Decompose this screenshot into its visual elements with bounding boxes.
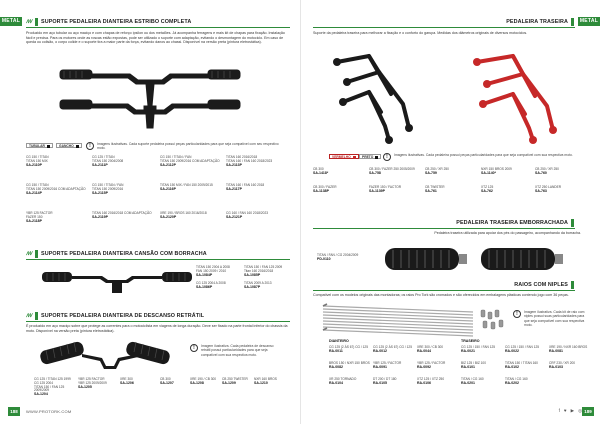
spec-model: XRE 300 [120,377,133,381]
spec-code: SA-1138P [313,188,329,193]
spec-item [160,184,224,192]
chip-gancho: GANCHO [56,143,82,148]
note-spokes: ! Imagem ilustrativa. Cada kit de raio com niples possui suas particularidades para que seja compatível com sua respectiva moto. [513,310,589,327]
spec-item [549,362,593,370]
spec-model: TITAN 160 2016/2018 [226,155,258,159]
spec-item [329,346,373,354]
spec-item [313,168,367,176]
spec-model: XRE 190 / NXR 160 BROS [549,345,588,349]
spec-model: FAN 150 2009 / 2010 [196,268,227,273]
spec-model: TITAN 150 / FAN 125 2009/2009 [34,384,65,393]
rubber-title: PEDALEIRA TRASEIRA EMBORRACHADA [456,219,568,226]
spec-code: RA-0103 [549,364,564,369]
chip-vermelho: VERMELHO [329,154,359,159]
spokes-col-header-front: DIANTEIRO [329,339,349,343]
right-page [300,0,600,424]
spec-model: CG 150 / TITAN [26,155,49,159]
spec-model: YBR 125 2009/2009 [78,380,107,385]
spec-model: Titan 160 2016/2018 [244,268,274,273]
spec-model: CG 125 2004 [34,380,53,385]
spec-code: SA-2120P [160,214,177,219]
spec-model: CB 300 [313,167,324,171]
spec-item [369,186,423,194]
spec-code: SA-1204 [34,392,48,397]
spec-model: CG 150 / TITAN / FAN [160,155,192,159]
section-title-1: SUPORTE PEDALEIRA DIANTEIRA ESTRIBO COMPLETA [41,18,192,25]
spec-code: SA-2112P [160,162,176,167]
spec-item [329,378,373,386]
page-number-right: 189 [582,407,594,416]
rubber-intro: Pedaleira traseira utilizada para apoiar dos pés do passageiro, acompanhando da borracha. [434,231,581,235]
section-tag-right: METAL [579,18,599,24]
spec-item [244,282,294,290]
section-description-1: Produzido em aço tubular ou aço maciço e com chapas de reforço ípsilon ou dos metalões. Já acompanha ferragens e mais kit de chapas para fixação. Instalação fácil e precisa. Para os motores onde as roscas estão expostas, pode ser utilizado o suporte com adaptação, evitando o desmontagem do motociclo. Em caso de queda ou colisão, o corpo colide e o suporte tira a maior parte da força, evitando danos ao chassi. Disponível na versão preta (pintura eletrostática). [26,31,285,45]
spec-model: CG 125 / 150 / FAN 125 [505,345,540,349]
spec-code: SA-2114P [26,190,42,195]
spec-item [92,212,156,220]
spec-item [535,186,589,194]
spec-code: SA-1084P [196,272,213,277]
website-url: WWW.PROTORK.COM [26,409,72,414]
spec-code: RA-0202 [505,380,520,385]
spec-code: SA-1208 [190,380,204,385]
spec-code: SA-2115P [92,190,108,195]
spec-code: RA-0101 [461,364,476,369]
section-tag-left: METAL [1,18,21,24]
page-number-left: 188 [8,407,20,416]
spec-item [120,378,160,386]
spec-item [317,254,377,262]
spec-model: BIZ 125 / BIZ 100 [461,361,486,365]
right-header [506,17,574,26]
spec-code: RA-0104 [329,380,344,385]
brand-mark: ꟿ [26,18,32,25]
spec-item [425,168,479,176]
info-icon: ! [190,344,198,352]
spec-model: CG 125 2004 A 2008 [196,281,226,285]
spec-model: TITAN 150 / FAN 125 2009 [244,265,283,269]
spec-model: XRE 190 / BROS 160 2016/2018 [160,211,207,215]
info-icon: ! [513,310,521,318]
spec-code: SA-2117P [226,186,242,191]
facebook-icon[interactable]: f [558,408,560,413]
chip-tubular: TUBULAR [26,143,53,148]
spec-code: SA-763 [535,188,547,193]
spec-model: CB 250 / XR 250 [425,167,449,171]
note-rear: ! Imagens ilustrativas. Cada pedaleira possui peças particularidades para que seja compatível com sua respectiva moto. [383,153,573,161]
spec-model: XR 250 TORNADO [329,377,357,381]
spec-item [196,282,240,290]
spec-item [373,362,417,370]
spec-item [505,346,549,354]
spec-code: RA-0012 [373,348,388,353]
spec-model: XTZ 125 / XTZ 250 [417,377,445,381]
spec-code: SA-2113P [226,162,242,167]
rear-bracket-black-image [329,42,429,146]
spec-code: SA-758 [369,170,381,175]
spec-model: XTZ 250 LANDER [535,185,562,189]
spec-code: RA-0021 [461,348,476,353]
spec-item [226,184,290,192]
spec-code: SA-1085P [244,272,261,277]
spec-item [417,362,461,370]
spec-model: TITAN 150 2009/2016 COM ADAPTAÇÃO [26,186,86,191]
spec-code: SA-1086P [196,284,213,289]
spec-code: RA-0091 [373,364,388,369]
spec-model: XRE 190 / CB 300 [190,377,217,381]
spec-code: SA-762 [481,188,493,193]
section-title-2: SUPORTE PEDALEIRA DIANTEIRA CANSÃO COM BORRACHA [41,250,207,257]
spec-item [481,186,535,194]
spec-code: SA-1087P [244,284,261,289]
spec-model: TITAN 160 2016/2018 COM ADAPTAÇÃO [92,211,152,215]
spec-code: SA-1418* [313,170,329,175]
spec-item [26,156,90,167]
nipples-image [479,308,509,332]
spec-item [535,168,589,176]
spec-model: CB 300 / FAZER 250 2005/2009 [369,167,415,171]
spec-item [226,156,290,167]
spec-model: CG 125 / TITAN 125 1999 [34,377,71,381]
spec-item [505,362,549,370]
spec-code: SA-2118P [26,218,42,223]
spec-code: RA-0011 [329,348,343,353]
spec-code: SA-1206 [120,380,134,385]
spec-model: NXR 150 BROS 2009 [481,167,512,171]
spec-code: SA-1207 [160,380,174,385]
spec-code: RA-0106 [417,380,432,385]
spec-model: TITAN 150 2009/2016 [92,186,124,191]
spec-item [78,378,118,389]
spec-model: CG 125 / TITAN [92,155,115,159]
spec-model: YBR 125 / FACTOR [373,361,402,365]
spec-model: FAZER 150 / FACTOR [369,185,402,189]
spec-item [481,168,535,176]
note-1: ! Imagens ilustrativas. Cada suporte pedaleira possui peças particularidades para que seja compatível com seu respectivo moto. [86,142,286,151]
spokes-col-header-rear: TRASEIRO [461,339,480,343]
spec-model: TITAN 2009 A 2013 [244,281,272,285]
spec-code: RA-0044 [417,348,432,353]
spec-code: SA-2110P [26,162,42,167]
retractable-peg-image [40,338,180,372]
spec-model: CB 300 [160,377,171,381]
spec-model: YBR 125 FACTOR [78,377,105,381]
spokes-title: RAIOS COM NIPLES [514,281,568,288]
spokes-image [323,304,473,340]
spec-code: SA-2116P [160,186,176,191]
section-header-2: ꟿ SUPORTE PEDALEIRA DIANTEIRA CANSÃO COM BORRACHA [26,250,207,257]
spec-model: TITAN 150 / TITAN 160 [505,361,538,365]
spec-model: FAZER 150 [26,214,43,219]
spec-item [226,212,290,220]
spec-item [329,362,373,370]
social-icons [559,408,582,414]
spec-item [160,212,224,220]
spec-model: CB TWISTER [425,185,445,189]
spec-code: PD-0110 [317,256,331,261]
section-title-3: SUPORTE PEDALEIRA DIANTEIRA DE DESCANSO RETRÁTIL [41,312,205,319]
spec-code: RA-0022 [505,348,520,353]
spec-model: YBR 125 / FACTOR [417,361,446,365]
spec-model: XTZ 125 [481,185,494,189]
spec-code: SA-1205 [78,384,92,389]
spec-model: DT 200 / DT 180 [373,377,397,381]
chip-preto: PRETO [359,154,381,159]
spec-item [26,184,90,195]
spec-model: CG 150 / TITAN [26,183,49,187]
spec-item [505,378,549,386]
spec-item [369,168,423,176]
spec-item [461,346,505,354]
footpeg-rubber-bar-image [42,266,192,296]
spec-model: YBR 125 FACTOR [26,211,53,215]
spec-code: RA-0092 [417,364,432,369]
spec-item [196,266,240,277]
spec-code: SA-1140* [481,170,496,175]
spec-item [313,186,367,194]
note-3: ! Imagem ilustrativa. Cada pedaleira de descanso retrátil possui particularidades para que seja compatível com sua respectiva moto. [190,344,282,357]
spec-model: TITAN 150 2009/2016 COM ADAPTAÇÃO [160,158,220,163]
spec-code: SA-1210 [254,380,268,385]
spec-model: CG 150 / TITAN / FAN [92,183,124,187]
spec-item [92,184,156,195]
spec-code: SA-1209 [222,380,236,385]
spec-model: CB 300 / FAZER [313,185,337,189]
instagram-icon[interactable]: ◎ [578,408,582,413]
section-description-3: É produzido em aço maciço sobre que protege as correntes para o motociclista em viagens de longa duração. Deve ser fixado na parte frontal inferior do chassis da moto. Disponível na versão preta (pintura eletrostática). [26,324,288,333]
spec-code: SA-760 [535,170,547,175]
rear-bracket-red-image [467,42,577,146]
spec-model: TITAN 160 / FAN 160 2018 [226,183,265,187]
spokes-intro: Compatível com os modelos originais das montadoras; os raios Pro Tork são cromados e são oferecidos em embalagens plásticas contendo jogo com 36 peças. [313,293,569,297]
spec-item [549,346,593,354]
spec-model: TITAN 150 MIX / FAN 150 2009/2015 [160,183,213,187]
spec-item [461,362,505,370]
footpeg-bar-image-1 [60,62,240,132]
info-icon: ! [86,142,94,150]
spec-code: RA-0105 [373,380,388,385]
heart-icon[interactable]: ♥ [563,408,567,413]
spec-model: TITAN / CG 160 [505,377,528,381]
spec-item [373,346,417,354]
spec-model: TITAN / FAN / CG 2004/2009 [317,253,359,257]
spec-model: CG 125 (2 ÁS 67) CG / 125 [373,345,412,349]
spec-item [34,378,74,397]
spec-code: RA-0081 [549,348,564,353]
spec-code: RA-0102 [505,364,520,369]
spec-model: CG 125 (2 ÁS 67) CG / 125 [329,345,368,349]
spec-item [92,156,156,167]
spec-item [425,186,479,194]
spec-code: RA-0082 [329,364,344,369]
spec-model: TITAN 150 2004 A 2008 [196,265,230,269]
spec-model: CB 250 / XR 250 [535,167,559,171]
spokes-header [514,280,574,289]
spec-code: SA-2121P [226,214,243,219]
spec-item [373,378,417,386]
spec-item [417,378,461,386]
spec-item [26,212,90,223]
spec-item [160,156,224,167]
spec-item [254,378,294,386]
spec-item [244,266,294,277]
spec-model: CB 250 TWISTER [222,377,248,381]
rear-intro: Suporte da pedaleira traseira para melhorar a fixação e o conforto do garupa. Medidas dos diâmetros originais de diversos motociclos. [313,31,528,35]
spec-code: SA-1139P [369,188,385,193]
spec-model: TITAN 150 MIX [26,158,48,163]
spec-model: XRE 300 / CB 300 [417,345,444,349]
spec-model: NXR 160 BROS [254,377,277,381]
spec-code: RA-0201 [461,380,476,385]
spec-model: TITAN 150 2004/2008 [92,158,124,163]
spec-model: CRF 230 / XR 200 [549,361,576,365]
spec-code: SA-759 [425,170,437,175]
info-icon: ! [383,153,391,161]
spec-item [461,378,505,386]
spec-code: SA-2119P [92,214,108,219]
spec-model: CG 160 / FAN 160 2018/2023 [226,211,268,215]
spec-code: SA-761 [425,188,437,193]
right-header-title: PEDALEIRA TRASEIRA [506,18,568,25]
rubber-header [456,218,574,227]
spec-model: BROS 150 / NXR 150 BROS [329,361,370,365]
section-header-1 [26,17,191,26]
section-header-3: ꟿ SUPORTE PEDALEIRA DIANTEIRA DE DESCANSO RETRÁTIL [26,312,205,319]
spec-model: TITAN / CG 160 [461,377,484,381]
spec-item [417,346,461,354]
spec-model: CG 125 / 150 / FAN 125 [461,345,496,349]
spec-code: SA-2111P [92,162,108,167]
youtube-icon[interactable]: ▶ [570,408,575,413]
rubber-peg-image [385,240,565,280]
spec-model: TITAN 160 / FAN 160 2018/2023 [226,158,273,163]
